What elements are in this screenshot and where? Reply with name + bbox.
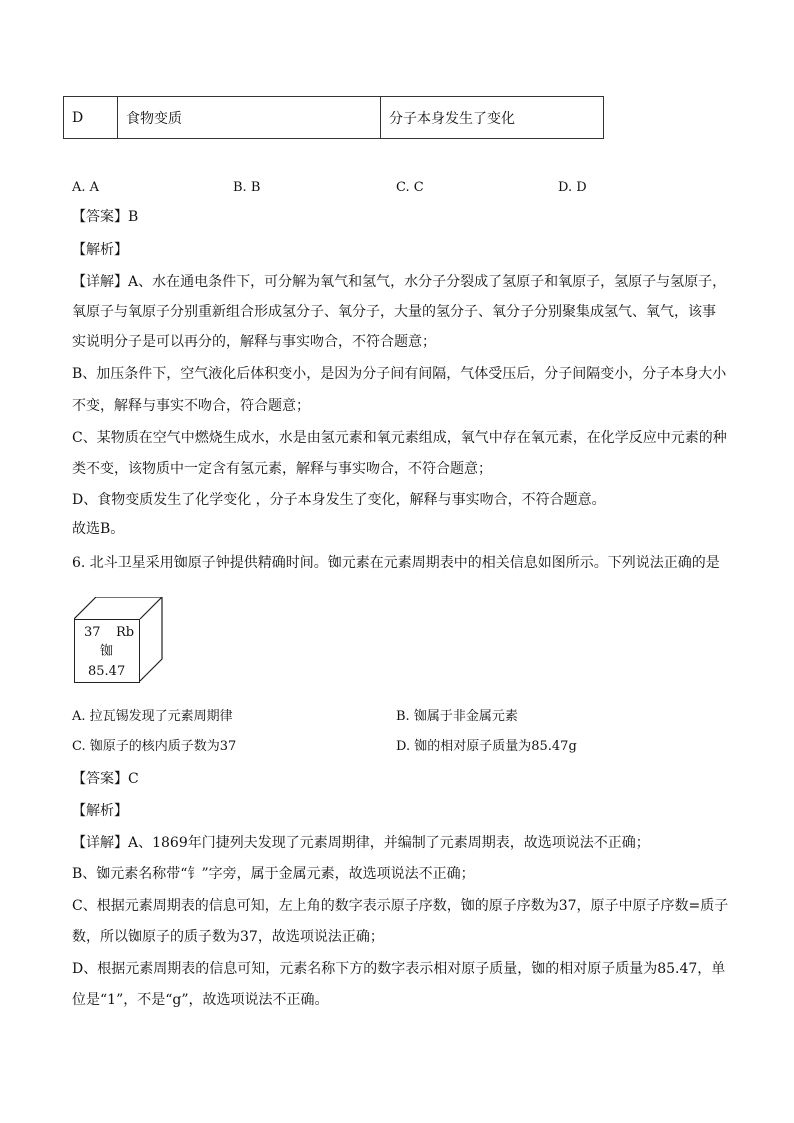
q5-detail-line: D、食物变质发生了化学变化 ，分子本身发生了变化，解释与事实吻合，不符合题意。 (72, 492, 606, 508)
q6-stem: 6. 北斗卫星采用铷原子钟提供精确时间。铷元素在元素周期表中的相关信息如图所示。下列说法正确的是 (72, 555, 720, 571)
answer-table (63, 96, 604, 139)
q6-option-b: B. 铷属于非金属元素 (396, 709, 518, 724)
q5-detail-line: 故选B。 (72, 521, 125, 537)
q6-option-c: C. 铷原子的核内质子数为37 (72, 739, 237, 754)
atomic-number: 37 (84, 625, 101, 640)
q6-detail-line: D、根据元素周期表的信息可知，元素名称下方的数字表示相对原子质量，铷的相对原子质量为85.47，单 (72, 961, 726, 977)
q5-detail-line: 实说明分子是可以再分的，解释与事实吻合，不符合题意； (72, 334, 436, 350)
table-cell-explanation: 分子本身发生了变化 (381, 97, 604, 139)
q5-answer: 【答案】B (72, 209, 139, 225)
q5-detail-line: 类不变，该物质中一定含有氢元素，解释与事实吻合，不符合题意； (72, 461, 492, 477)
q5-option-d: D. D (558, 180, 587, 195)
atomic-mass: 85.47 (88, 664, 126, 679)
q6-detail-line: 数，所以铷原子的质子数为37，故选项说法正确； (72, 929, 384, 945)
q5-detail-line: C、某物质在空气中燃烧生成水，水是由氢元素和氧元素组成，氧气中存在氧元素，在化学反应中元素的种 (72, 430, 727, 446)
q6-detail-line: B、铷元素名称带“钅”字旁，属于金属元素，故选项说法不正确； (72, 866, 475, 882)
table-cell-letter: D (64, 97, 118, 139)
table-cell-fact: 食物变质 (118, 97, 381, 139)
element-symbol: Rb (116, 625, 135, 640)
q6-analysis-label: 【解析】 (72, 803, 128, 819)
q5-option-c: C. C (396, 180, 424, 195)
q6-option-d: D. 铷的相对原子质量为85.47g (396, 739, 577, 754)
q5-option-a: A. A (72, 180, 100, 195)
q5-detail-line: 不变，解释与事实不吻合，符合题意； (72, 398, 310, 414)
q6-answer: 【答案】C (72, 771, 139, 787)
q5-detail-line: 氧原子与氧原子分别重新组合形成氢分子、氧分子，大量的氢分子、氧分子分别聚集成氢气、氧气，该事 (72, 304, 716, 320)
q5-detail-line: B、加压条件下，空气液化后体积变小，是因为分子间有间隔，气体受压后，分子间隔变小，分子本身大小 (72, 366, 727, 382)
periodic-element-card (74, 597, 164, 687)
element-name: 铷 (100, 644, 114, 659)
q5-analysis-label: 【解析】 (72, 242, 128, 258)
q6-detail-line: 【详解】A、1869年门捷列夫发现了元素周期律，并编制了元素周期表，故选项说法不正确； (72, 835, 650, 851)
q6-option-a: A. 拉瓦锡发现了元素周期律 (72, 709, 233, 724)
q6-detail-line: C、根据元素周期表的信息可知，左上角的数字表示原子序数，铷的原子序数为37，原子中原子序数=质子 (72, 898, 729, 914)
q5-detail-line: 【详解】A、水在通电条件下，可分解为氧气和氢气，水分子分裂成了氢原子和氧原子，氢原子与氢原子， (72, 274, 727, 290)
table-row (64, 97, 604, 139)
q6-detail-line: 位是“1”，不是“g”，故选项说法不正确。 (72, 992, 329, 1008)
q5-option-b: B. B (233, 180, 261, 195)
